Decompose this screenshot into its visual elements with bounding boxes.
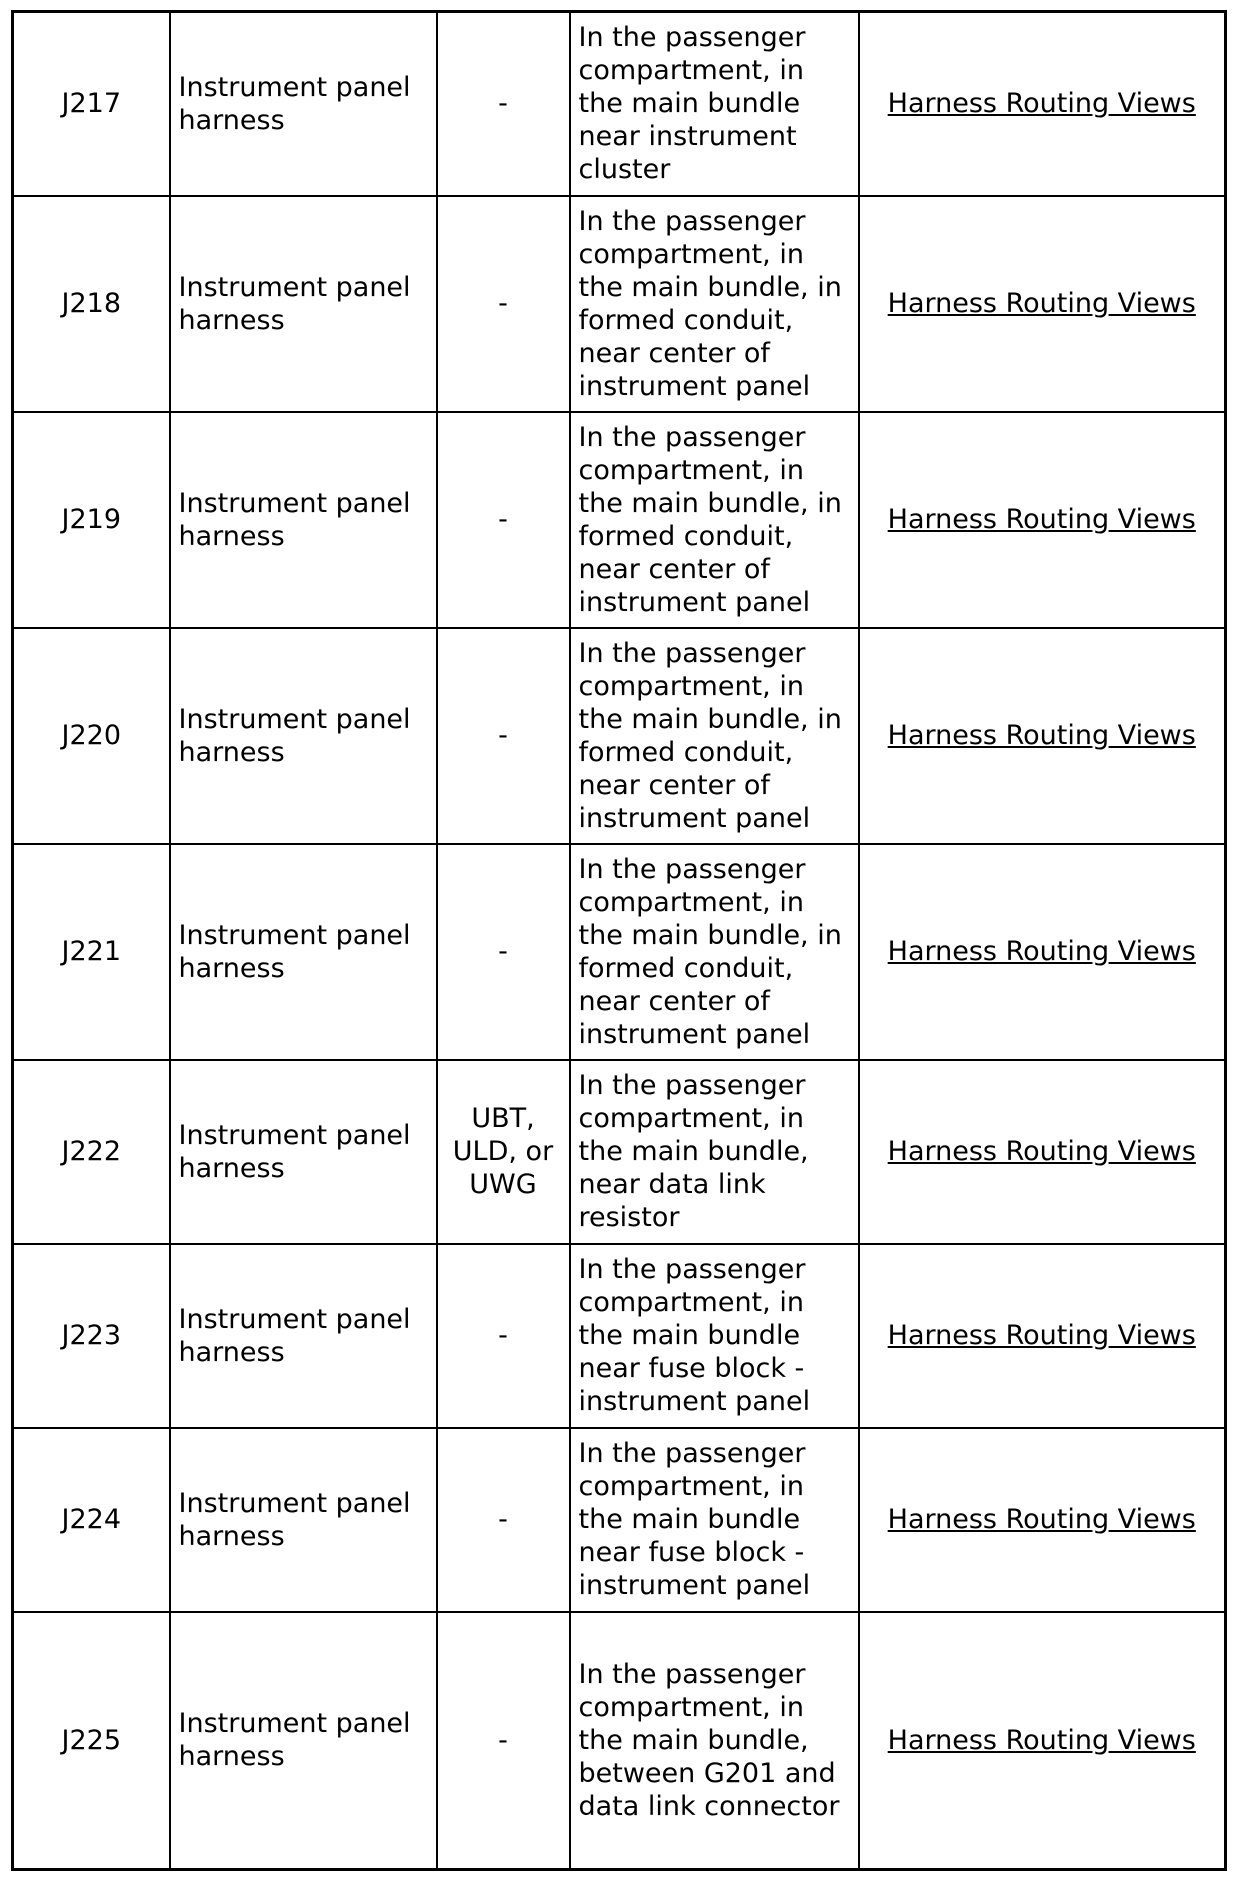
options-cell: - <box>437 628 570 844</box>
table-row <box>13 1060 1226 1244</box>
harness-routing-views-link[interactable]: Harness Routing Views <box>887 1136 1196 1167</box>
table-row <box>13 1244 1226 1428</box>
link-cell <box>859 12 1226 196</box>
splice-id-cell: J217 <box>13 12 170 196</box>
splice-id-cell: J222 <box>13 1060 170 1244</box>
link-cell <box>859 1244 1226 1428</box>
options-cell: - <box>437 1244 570 1428</box>
options-cell: - <box>437 12 570 196</box>
harness-routing-views-link[interactable]: Harness Routing Views <box>887 1724 1196 1756</box>
location-cell: In the passenger compartment, in the main bundle, in formed conduit, near center of instrument panel <box>570 628 859 844</box>
table-row <box>13 196 1226 412</box>
location-cell: In the passenger compartment, in the main bundle, near data link resistor <box>570 1060 859 1244</box>
link-cell <box>859 412 1226 628</box>
harness-cell: Instrument panel harness <box>170 1060 437 1244</box>
options-cell: - <box>437 1612 570 1870</box>
harness-cell: Instrument panel harness <box>170 12 437 196</box>
location-cell: In the passenger compartment, in the main bundle near instrument cluster <box>570 12 859 196</box>
harness-routing-views-link[interactable]: Harness Routing Views <box>887 936 1196 967</box>
harness-cell: Instrument panel harness <box>170 628 437 844</box>
splice-id-cell: J219 <box>13 412 170 628</box>
options-cell: UBT, ULD, or UWG <box>437 1060 570 1244</box>
table-row <box>13 628 1226 844</box>
location-cell: In the passenger compartment, in the main bundle near fuse block - instrument panel <box>570 1244 859 1428</box>
harness-cell: Instrument panel harness <box>170 1428 437 1612</box>
location-cell: In the passenger compartment, in the main bundle, between G201 and data link connector <box>570 1612 859 1870</box>
options-cell: - <box>437 412 570 628</box>
link-cell <box>859 196 1226 412</box>
harness-routing-views-link[interactable]: Harness Routing Views <box>887 1504 1196 1535</box>
location-cell: In the passenger compartment, in the main bundle near fuse block - instrument panel <box>570 1428 859 1612</box>
splice-id-cell: J224 <box>13 1428 170 1612</box>
harness-cell: Instrument panel harness <box>170 844 437 1060</box>
table-row <box>13 844 1226 1060</box>
splice-id-cell: J218 <box>13 196 170 412</box>
table-row <box>13 1428 1226 1612</box>
options-cell: - <box>437 1428 570 1612</box>
options-cell: - <box>437 196 570 412</box>
options-cell: - <box>437 844 570 1060</box>
link-cell <box>859 1612 1226 1870</box>
splice-location-table <box>11 10 1227 1871</box>
table-row <box>13 412 1226 628</box>
location-cell: In the passenger compartment, in the main bundle, in formed conduit, near center of instrument panel <box>570 196 859 412</box>
harness-cell: Instrument panel harness <box>170 1244 437 1428</box>
harness-routing-views-link[interactable]: Harness Routing Views <box>887 504 1196 535</box>
splice-id-cell: J223 <box>13 1244 170 1428</box>
splice-id-cell: J225 <box>13 1612 170 1870</box>
link-cell <box>859 1060 1226 1244</box>
location-cell: In the passenger compartment, in the main bundle, in formed conduit, near center of instrument panel <box>570 844 859 1060</box>
table-row <box>13 12 1226 196</box>
harness-cell: Instrument panel harness <box>170 1612 437 1870</box>
link-cell <box>859 844 1226 1060</box>
splice-id-cell: J221 <box>13 844 170 1060</box>
harness-cell: Instrument panel harness <box>170 412 437 628</box>
harness-routing-views-link[interactable]: Harness Routing Views <box>887 1320 1196 1351</box>
harness-routing-views-link[interactable]: Harness Routing Views <box>887 288 1196 319</box>
location-cell: In the passenger compartment, in the main bundle, in formed conduit, near center of instrument panel <box>570 412 859 628</box>
table-row <box>13 1612 1226 1870</box>
splice-id-cell: J220 <box>13 628 170 844</box>
harness-cell: Instrument panel harness <box>170 196 437 412</box>
harness-routing-views-link[interactable]: Harness Routing Views <box>887 88 1196 120</box>
harness-routing-views-link[interactable]: Harness Routing Views <box>887 720 1196 751</box>
link-cell <box>859 1428 1226 1612</box>
link-cell <box>859 628 1226 844</box>
